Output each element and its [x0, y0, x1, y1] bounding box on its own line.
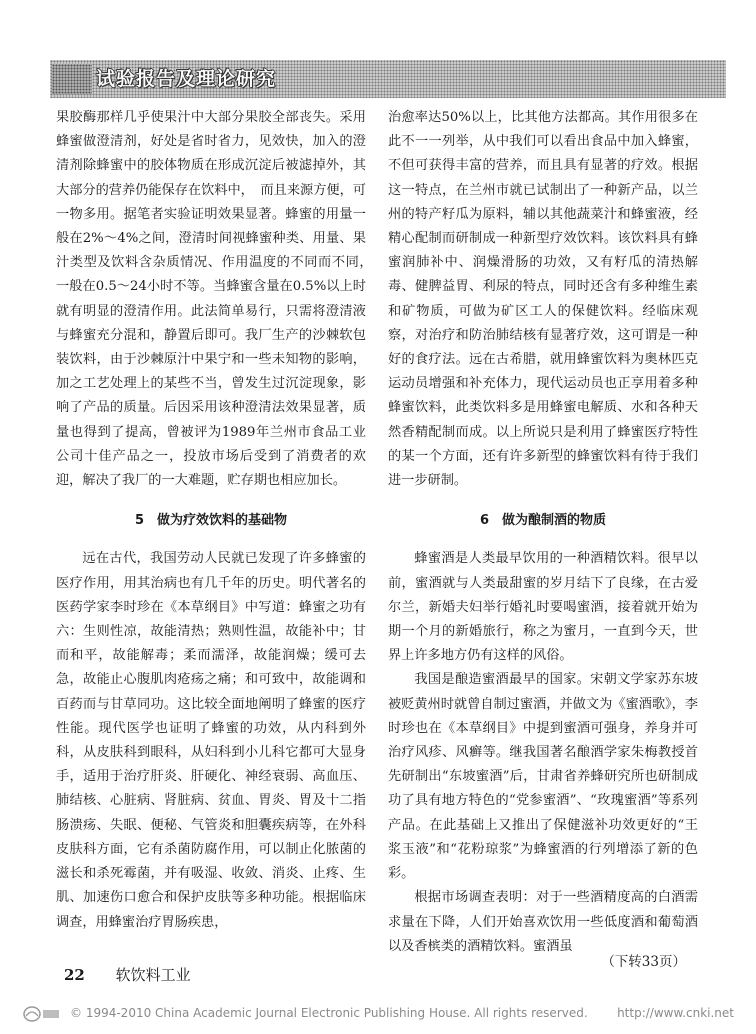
- copyright-text: © 1994-2010 China Academic Journal Electronic Publishing House. All rights reserved.: [70, 1006, 588, 1020]
- site-link[interactable]: http://www.cnki.net: [617, 1006, 734, 1020]
- body-paragraph: 果胶酶那样几乎使果汁中大部分果胶全部丧失。采用蜂蜜做澄清剂，好处是省时省力，见效快，加入的澄清剂除蜂蜜中的胶体物质在形成沉淀后被滤掉外，其大部分的营养仍能保存在饮料中， 而且来源方便，可一物多用。据笔者实验证明效果显著。蜂蜜的用量一般在2%～4%之间，澄清时间视蜂蜜种类、用量、果汁类型及饮料含杂质情况、作用温度的不同而不同， 一般在0.5～24小时不等。当蜂蜜含量在0.5%以上时就有明显的澄清作用。此法简单易行，只需将澄清液与蜂蜜充分混和，静置后即可。我厂生产的沙棘软包装饮料，由于沙棘原汁中果宁和一些未知物的影响，加之工艺处理上的某些不当，曾发生过沉淀现象，影响了产品的质量。后因采用该种澄清法效果显著，质量也得到了提高，曾被评为1989年兰州市食品工业公司十佳产品之一，投放市场后受到了消费者的欢迎，解决了我厂的一大难题，贮存期也相应加长。: [56, 110, 380, 489]
- section-heading-5: 5 做为疗效饮料的基础物: [134, 513, 288, 529]
- publisher-logo-icon: [22, 1004, 62, 1024]
- banner-ornament: [52, 64, 92, 94]
- journal-name: 软饮料工业: [115, 966, 191, 984]
- section-title: 试验报告及理论研究: [96, 68, 277, 90]
- page-footer: [64, 964, 191, 985]
- copyright-bar: [0, 1002, 756, 1026]
- body-paragraph: 我国是酿造蜜酒最早的国家。宋朝文学家苏东坡被贬黄州时就曾自制过蜜酒，并做文为《蜜酒歌》，李时珍也在《本草纲目》中提到蜜酒可强身，养身并可治疗风疹、风癣等。继我国著名酿酒学家朱梅教授首先研制出“东坡蜜酒”后，甘肃省养蜂研究所也研制成功了具有地方特色的“党参蜜酒”、“玫瑰蜜酒”等系列产品。在此基础上又推出了保健滋补功效更好的“王浆玉液”和“花粉琼浆”为蜂蜜酒的行列增添了新的色彩。: [388, 672, 698, 882]
- right-column: [388, 106, 698, 959]
- page-number: 22: [64, 966, 85, 984]
- section-heading-6: 6 做为酿制酒的物质: [479, 513, 607, 529]
- body-paragraph: 根据市场调查表明：对于一些酒精度高的白酒需求量在下降，人们开始喜欢饮用一些低度酒和葡萄酒以及香槟类的酒精饮料。蜜酒虽: [388, 890, 698, 954]
- body-paragraph: 治愈率达50%以上，比其他方法都高。其作用很多在此不一一列举，从中我们可以看出食品中加入蜂蜜，不但可获得丰富的营养，而且具有显著的疗效。根据这一特点，在兰州市就已试制出了一种新产品，以兰州的特产籽瓜为原料，辅以其他蔬菜汁和蜂蜜液，经精心配制而研制成一种新型疗效饮料。该饮料具有蜂蜜润肺补中、润燥滑肠的功效，又有籽瓜的清热解毒、健脾益胃、利尿的特点，同时还含有多种维生素和矿物质，可做为矿区工人的保健饮料。经临床观察，对治疗和防治肺结核有显著疗效，这可谓是一种好的食疗法。远在古希腊，就用蜂蜜饮料为奥林匹克运动员增强和补充体力，现代运动员也正享用着多种蜂蜜饮料，此类饮料多是用蜂蜜电解质、水和各种天然香精配制而成。以上所说只是利用了蜂蜜医疗特性的某一个方面，还有许多新型的蜂蜜饮料有待于我们进一步研制。: [388, 110, 698, 489]
- body-paragraph: 蜂蜜酒是人类最早饮用的一种酒精饮料。很早以前，蜜酒就与人类最甜蜜的岁月结下了良缘，在古爱尔兰，新婚夫妇举行婚礼时要喝蜜酒，接着就开始为期一个月的新婚旅行，称之为蜜月，一直到今天，世界上许多地方仍有这样的风俗。: [388, 551, 698, 664]
- left-column: [56, 106, 380, 935]
- body-paragraph: 远在古代，我国劳动人民就已发现了许多蜂蜜的医疗作用，用其治病也有几千年的历史。明代著名的医药学家李时珍在《本草纲目》中写道：蜂蜜之功有六：生则性凉，故能清热；熟则性温，故能补中；甘而和平，故能解毒；柔而濡泽，故能润燥；缓可去急，故能止心腹肌肉疮疡之痛；和可致中，故能调和百药而与甘草同功。这比较全面地阐明了蜂蜜的医疗性能。现代医学也证明了蜂蜜的功效，从内科到外科，从皮肤科到眼科，从妇科到小儿科它都可大显身手，适用于治疗肝炎、肝硬化、神经衰弱、高血压、肺结核、心脏病、肾脏病、贫血、胃炎、胃及十二指肠溃疡、失眠、便秘、气管炎和胆囊疾病等，在外科皮肤科方面，它有杀菌防腐作用，可以制止化脓菌的滋长和杀死霉菌，并有吸湿、收敛、消炎、止疼、生肌、加速伤口愈合和保护皮肤等多种功能。根据临床调查，用蜂蜜治疗胃肠疾患，: [56, 551, 366, 930]
- continued-note: （下转33页）: [601, 954, 686, 970]
